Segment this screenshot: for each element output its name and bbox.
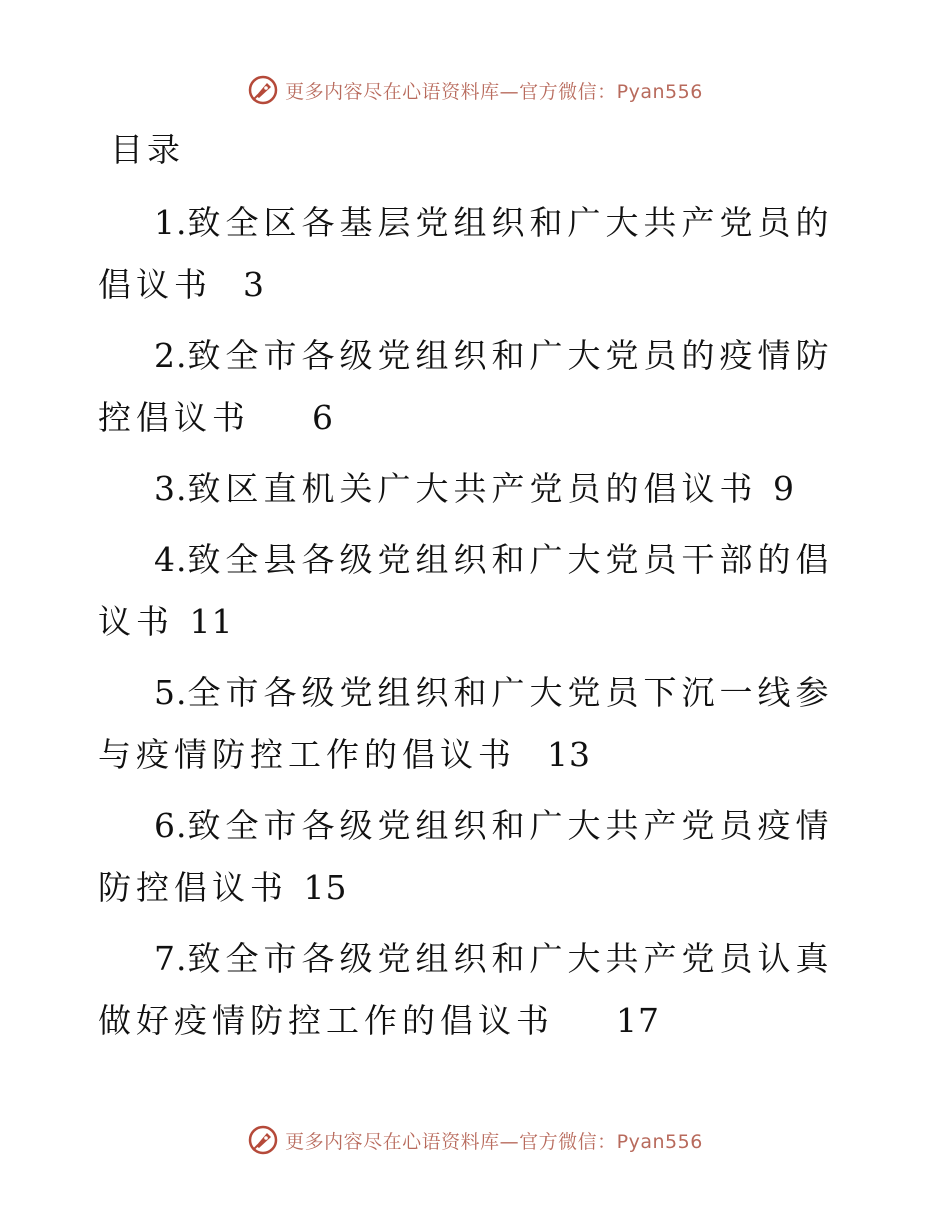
entry-text: 致全市各级党组织和广大党员的疫情防控倡议书	[98, 336, 834, 437]
entry-number: 5.	[154, 673, 188, 712]
watermark-text: 更多内容尽在心语资料库—官方微信：Pyan556	[285, 1130, 703, 1153]
toc-entry	[98, 192, 838, 316]
watermark-text: 更多内容尽在心语资料库—官方微信：Pyan556	[285, 80, 703, 103]
entry-number: 7.	[154, 939, 188, 978]
entry-page: 11	[189, 602, 234, 641]
toc-title: 目录	[110, 130, 184, 169]
table-of-contents	[98, 192, 838, 1061]
entry-page: 17	[615, 1001, 660, 1040]
entry-text: 致全区各基层党组织和广大共产党员的倡议书	[98, 203, 834, 304]
entry-number: 6.	[154, 806, 188, 845]
toc-entry	[98, 458, 838, 520]
entry-page: 15	[303, 868, 348, 907]
header-watermark	[0, 70, 950, 110]
entry-page: 13	[546, 735, 591, 774]
toc-entry	[98, 529, 838, 653]
entry-number: 1.	[154, 203, 188, 242]
entry-number: 4.	[154, 540, 188, 579]
toc-entry	[98, 795, 838, 919]
entry-text: 致全县各级党组织和广大党员干部的倡议书	[98, 540, 834, 641]
toc-entry	[98, 662, 838, 786]
entry-page: 3	[242, 265, 265, 304]
entry-text: 致全市各级党组织和广大共产党员认真做好疫情防控工作的倡议书	[98, 939, 834, 1040]
footer-watermark	[0, 1120, 950, 1160]
entry-number: 2.	[154, 336, 188, 375]
entry-page: 9	[773, 469, 795, 508]
pen-nib-logo-icon	[247, 74, 279, 106]
entry-text: 致区直机关广大共产党员的倡议书	[187, 469, 758, 508]
entry-text: 全市各级党组织和广大党员下沉一线参与疫情防控工作的倡议书	[98, 673, 834, 774]
toc-entry	[98, 325, 838, 449]
toc-entry	[98, 928, 838, 1052]
entry-page: 6	[311, 398, 334, 437]
pen-nib-logo-icon	[247, 1124, 279, 1156]
entry-text: 致全市各级党组织和广大共产党员疫情防控倡议书	[98, 806, 834, 907]
entry-number: 3.	[154, 469, 188, 508]
